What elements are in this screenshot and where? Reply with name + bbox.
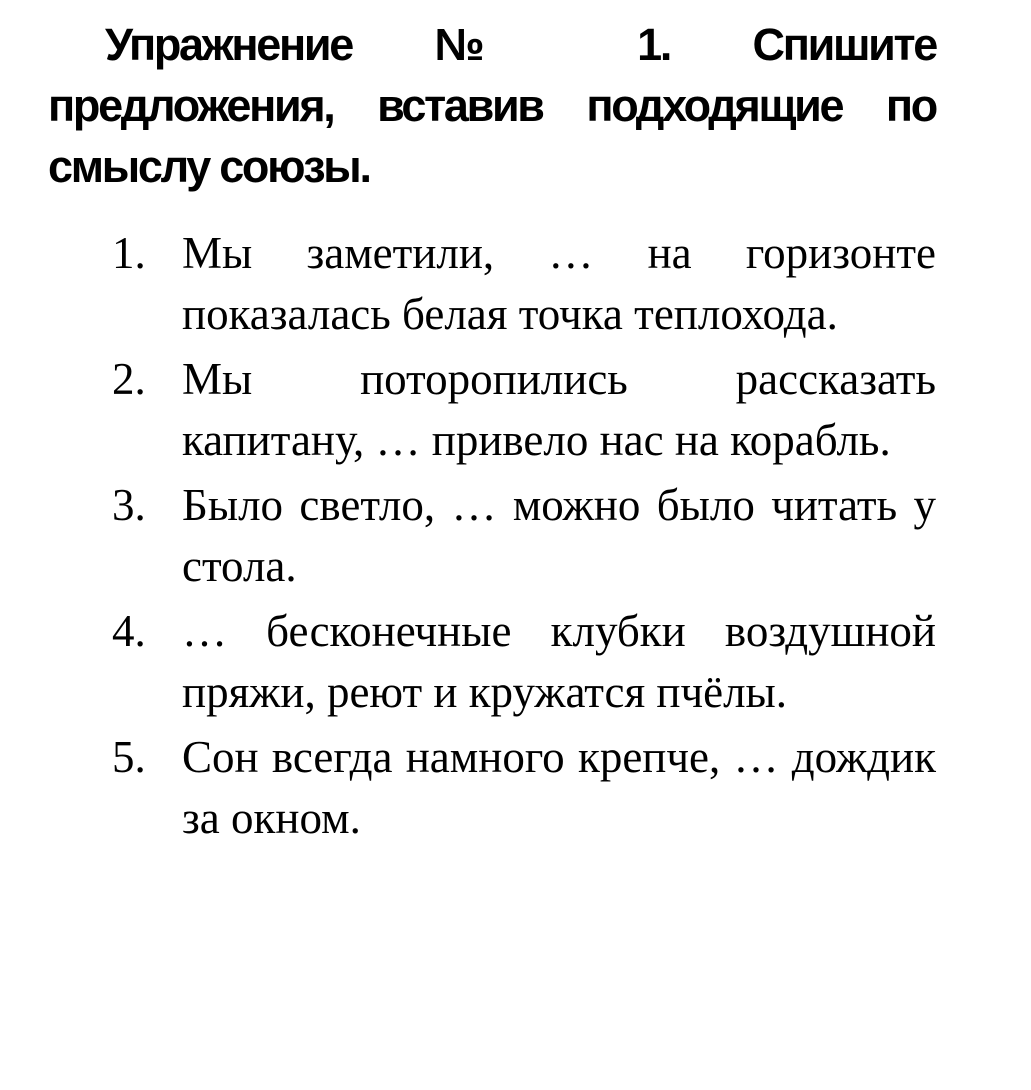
exercise-title: Упражнение № 1. Спишите предложения, вставив подходящие по смыслу союзы. — [48, 19, 936, 192]
item-text: … бесконечные клубки воздушной пряжи, реют и кружатся пчёлы. — [182, 606, 936, 717]
item-text: Было светло, … можно было читать у стола. — [182, 480, 936, 591]
item-text: Мы поторопились рассказать капитану, … привело нас на корабль. — [182, 354, 936, 465]
item-text: Сон всегда намного крепче, … дождик за окном. — [182, 732, 936, 843]
list-item — [48, 223, 936, 345]
list-item — [48, 601, 936, 723]
item-number: 2. — [112, 354, 146, 404]
item-number: 1. — [112, 228, 146, 278]
item-number: 4. — [112, 606, 146, 656]
item-text: Мы заметили, … на горизонте показалась белая точка теплохода. — [182, 228, 936, 339]
exercise-page — [48, 14, 936, 853]
item-number: 5. — [112, 732, 146, 782]
list-item — [48, 349, 936, 471]
list-item — [48, 475, 936, 597]
sentence-list — [48, 223, 936, 849]
item-number: 3. — [112, 480, 146, 530]
list-item — [48, 727, 936, 849]
